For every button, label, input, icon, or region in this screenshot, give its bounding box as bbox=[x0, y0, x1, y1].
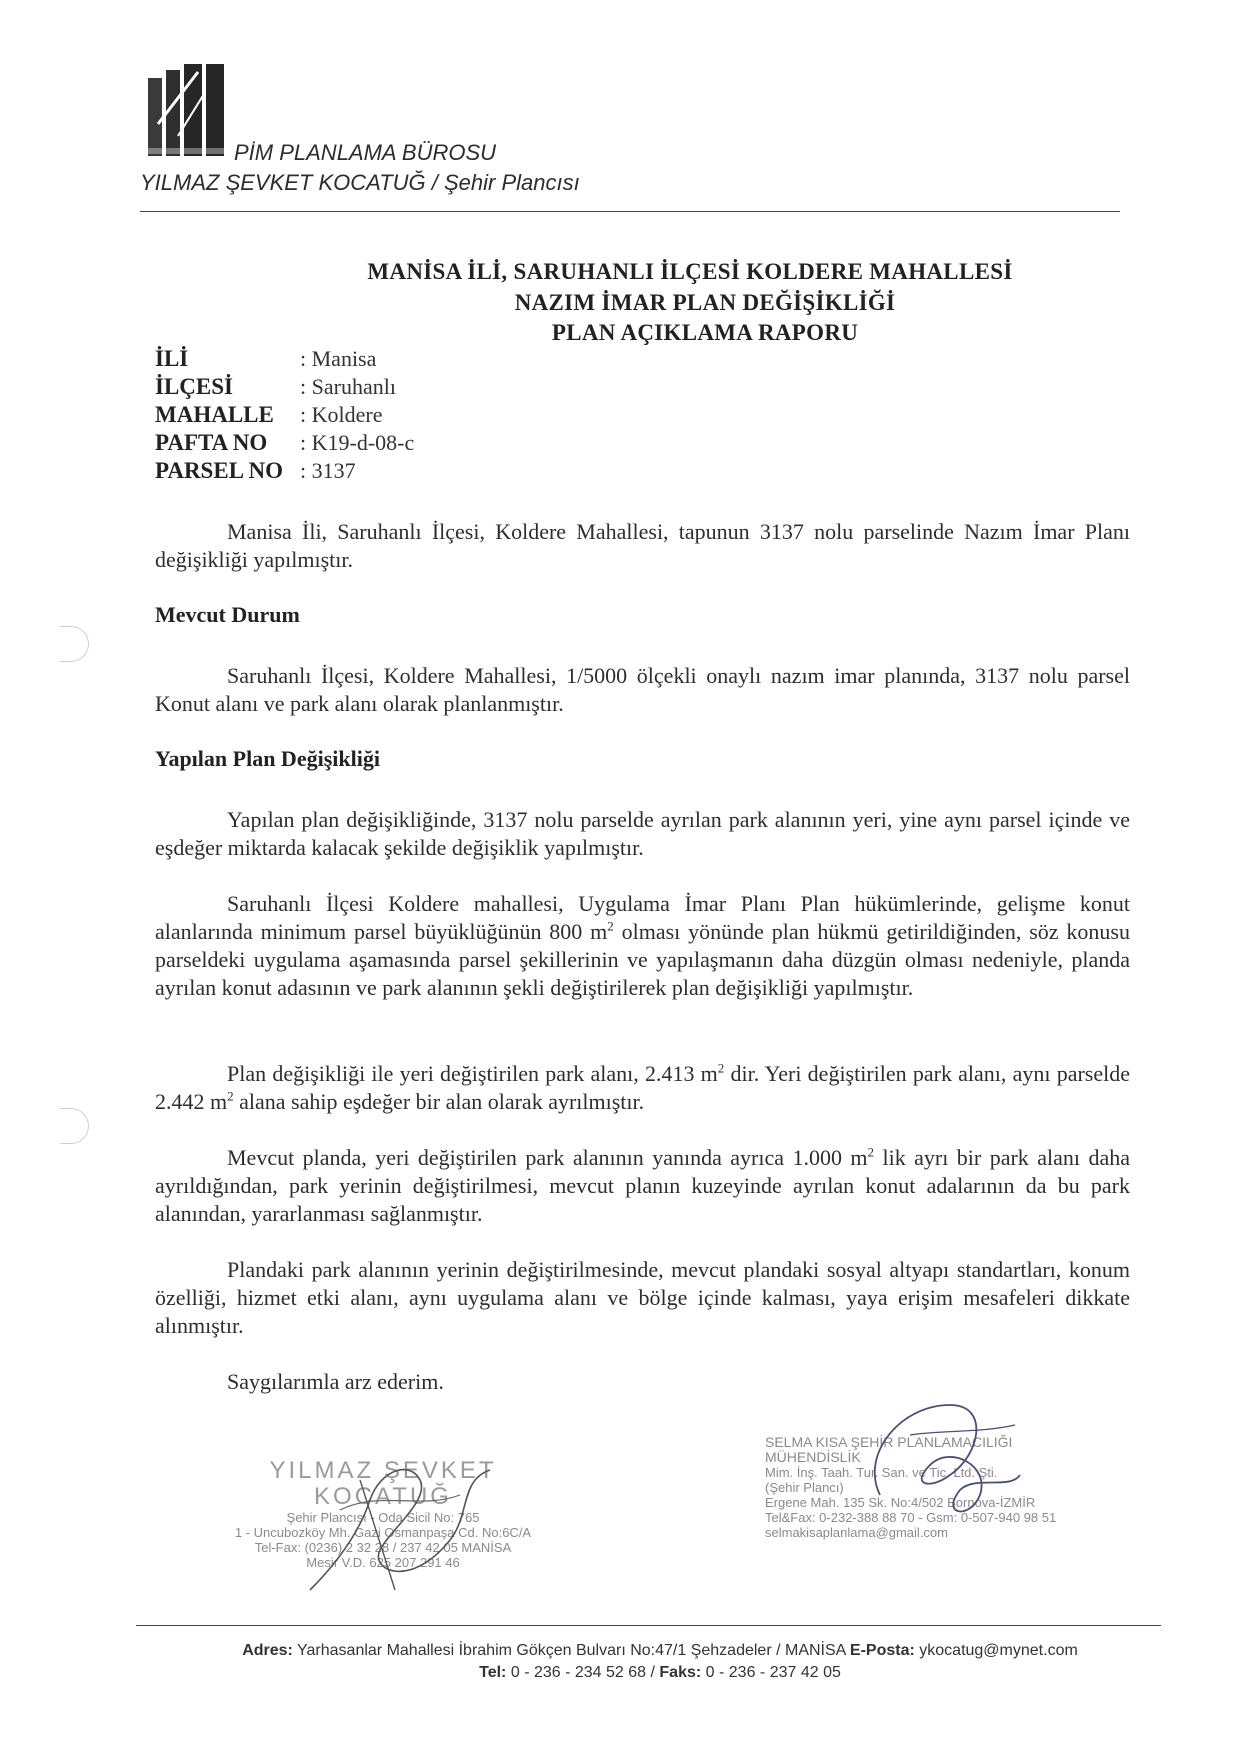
plan-change-paragraph-4 bbox=[155, 1144, 1130, 1228]
plan-change-paragraph-5: Plandaki park alanının yerinin değiştirilmesinde, mevcut plandaki sosyal altyapı standartları, konum özelliği, hizmet etki alanı, aynı uygulama alanı ve bölge içinde kalması, yaya erişim mesafeleri dikkate alınmıştır. bbox=[155, 1257, 1130, 1338]
firm-name: PİM PLANLAMA BÜROSU bbox=[234, 140, 497, 165]
footer-fax: 0 - 236 - 237 42 05 bbox=[705, 1664, 841, 1681]
info-value-pafta: : K19-d-08-c bbox=[300, 430, 415, 455]
stamp-right-line3: (Şehir Plancı) bbox=[765, 1480, 844, 1495]
current-state-paragraph: Saruhanlı İlçesi, Koldere Mahallesi, 1/5000 ölçekli onaylı nazım imar planında, 3137 nolu parsel Konut alanı ve park alanı olarak planlanmıştır. bbox=[155, 663, 1130, 716]
stamp-selma-kisa bbox=[765, 1435, 1095, 1540]
footer-address-label: Adres: bbox=[242, 1642, 293, 1659]
intro-paragraph: Manisa İli, Saruhanlı İlçesi, Koldere Mahallesi, tapunun 3137 nolu parselinde Nazım İmar Planı değişikliği yapılmıştır. bbox=[155, 519, 1130, 572]
plan-change-paragraph-2 bbox=[155, 890, 1130, 1002]
stamp-left-line3: 1 - Uncubozköy Mh. Gazi Osmanpaşa Cd. No:6C/A bbox=[234, 1525, 532, 1540]
paragraph-3-text-c: alana sahip eşdeğer bir alan olarak ayrılmıştır. bbox=[233, 1089, 645, 1114]
info-label-parsel: PARSEL NO bbox=[155, 458, 284, 483]
firm-person: YILMAZ ŞEVKET KOCATUĞ / Şehir Plancısı bbox=[140, 170, 580, 195]
footer-address: Yarhasanlar Mahallesi İbrahim Gökçen Bulvarı No:47/1 Şehzadeler / MANİSA bbox=[297, 1642, 846, 1659]
info-value-ilce: : Saruhanlı bbox=[300, 374, 396, 399]
paragraph-4-text-a: Mevcut planda, yeri değiştirilen park alanının yanında ayrıca 1.000 m bbox=[227, 1145, 868, 1170]
paragraph-2-text-b: olması yönünde plan hükmü getirildiğinden, söz konusu parseldeki uygulama aşamasında parsel şekillerinin ve yapılaşmanın daha düzgün olması nedeniyle, planda ayrılan konut adasının ve park alanının şekli değiştirilerek plan değişikliği yapılmıştır. bbox=[155, 919, 1130, 1000]
pim-logo-icon bbox=[148, 64, 234, 156]
info-label-mahalle: MAHALLE bbox=[155, 402, 274, 427]
info-value-parsel: : 3137 bbox=[300, 458, 356, 483]
superscript-2: 2 bbox=[607, 918, 614, 934]
footer-email-label: E-Posta: bbox=[849, 1642, 915, 1659]
footer-email: ykocatug@mynet.com bbox=[919, 1642, 1078, 1659]
heading-current-state: Mevcut Durum bbox=[155, 602, 300, 627]
stamp-left-line5: Mesir V.D. 625 207 291 46 bbox=[306, 1555, 460, 1570]
stamp-left-line4: Tel-Fax: (0236) 2 32 28 / 237 42 05 MANİSA bbox=[254, 1540, 512, 1555]
footer-fax-label: Faks: bbox=[659, 1664, 702, 1681]
closing-line: Saygılarımla arz ederim. bbox=[227, 1369, 444, 1394]
stamp-right-line6: selmakisaplanlama@gmail.com bbox=[765, 1525, 948, 1540]
plan-change-paragraph-3 bbox=[155, 1060, 1130, 1116]
report-title-line2: NAZIM İMAR PLAN DEĞİŞİKLİĞİ bbox=[514, 290, 896, 315]
stamp-right-line1: SELMA KISA ŞEHİR PLANLAMACILIĞI MÜHENDİSLİK bbox=[765, 1434, 1013, 1465]
stamp-right-line2: Mim. İnş. Taah. Tur. San. ve Tic. Ltd. Şti. bbox=[765, 1465, 998, 1480]
heading-plan-change: Yapılan Plan Değişikliği bbox=[155, 746, 380, 771]
info-value-il: : Manisa bbox=[300, 346, 377, 371]
stamp-yilmaz-kocatug bbox=[228, 1458, 538, 1570]
punch-hole bbox=[60, 1108, 89, 1144]
info-label-il: İLİ bbox=[155, 346, 189, 371]
punch-hole bbox=[60, 626, 89, 662]
info-label-ilce: İLÇESİ bbox=[155, 374, 233, 399]
info-label-pafta: PAFTA NO bbox=[155, 430, 268, 455]
footer-tel: 0 - 236 - 234 52 68 bbox=[510, 1664, 647, 1681]
footer-tel-label: Tel: bbox=[479, 1664, 507, 1681]
paragraph-4-text-b: lik ayrı bir park alanı daha ayrıldığından, park yerinin değiştirilmesi, mevcut planın kuzeyinde ayrılan konut adalarının da bu park alanından, yararlanması sağlanmıştır. bbox=[155, 1145, 1130, 1226]
superscript-2: 2 bbox=[227, 1088, 234, 1104]
stamp-left-line2: Şehir Plancısı - Oda Sicil No: 765 bbox=[286, 1510, 480, 1525]
paragraph-3-text-a: Plan değişikliği ile yeri değiştirilen park alanı, 2.413 m bbox=[227, 1061, 718, 1086]
paragraph-2-text-a: Saruhanlı İlçesi Koldere mahallesi, Uygulama İmar Planı Plan hükümlerinde, gelişme konut alanlarında minimum parsel büyüklüğünün 800 m bbox=[155, 891, 1130, 944]
footer-address-line bbox=[140, 1642, 1180, 1660]
footer-phone-line: Tel: 0 - 236 - 234 52 68 / Faks: 0 - 236 - 237 42 05 bbox=[479, 1664, 841, 1681]
stamp-left-name: YILMAZ ŞEVKET KOCATUĞ bbox=[269, 1457, 497, 1510]
report-title-line3: PLAN AÇIKLAMA RAPORU bbox=[551, 320, 859, 345]
footer-divider bbox=[136, 1625, 1161, 1626]
info-value-mahalle: : Koldere bbox=[300, 402, 383, 427]
plan-change-paragraph-1: Yapılan plan değişikliğinde, 3137 nolu parselde ayrılan park alanının yeri, yine aynı parsel içinde ve eşdeğer miktarda kalacak şekilde değişiklik yapılmıştır. bbox=[155, 807, 1130, 860]
superscript-2: 2 bbox=[867, 1144, 875, 1160]
paragraph-3-text-b: dir. Yeri değiştirilen park alanı, aynı parselde 2.442 m bbox=[155, 1061, 1130, 1114]
report-title-line1: MANİSA İLİ, SARUHANLI İLÇESİ KOLDERE MAHALLESİ bbox=[367, 259, 1013, 284]
superscript-2: 2 bbox=[717, 1060, 725, 1076]
header-divider bbox=[140, 211, 1120, 212]
stamp-right-line5: Tel&Fax: 0-232-388 88 70 - Gsm: 0-507-940 98 51 bbox=[765, 1510, 1057, 1525]
stamp-right-line4: Ergene Mah. 135 Sk. No:4/502 Bornova-İZMİR bbox=[765, 1495, 1036, 1510]
